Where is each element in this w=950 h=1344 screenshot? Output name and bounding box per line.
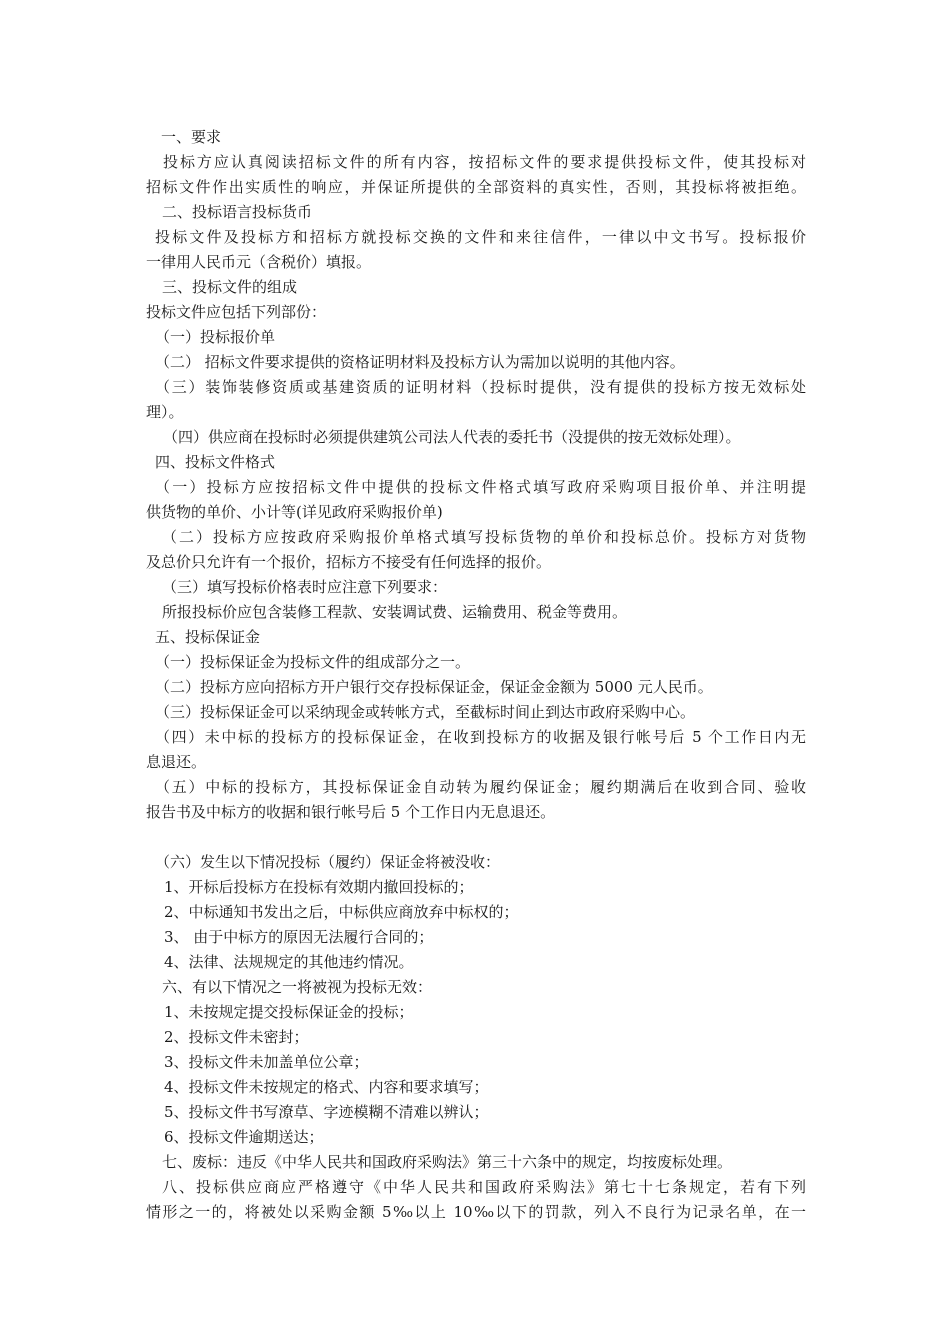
list-item: 4、法律、法规规定的其他违约情况。	[164, 953, 414, 971]
list-item: （一）投标报价单	[155, 328, 276, 346]
paragraph-line: 招标文件作出实质性的响应，并保证所提供的全部资料的真实性，否则，其投标将被拒绝。	[146, 178, 806, 196]
list-item: （三）装饰装修资质或基建资质的证明材料（投标时提供，没有提供的投标方按无效标处	[155, 378, 806, 396]
list-item: 6、投标文件逾期送达；	[164, 1128, 324, 1146]
list-item: （二） 招标文件要求提供的资格证明材料及投标方认为需加以说明的其他内容。	[155, 353, 685, 371]
list-item: （二）投标方应按政府采购报价单格式填写投标货物的单价和投标总价。投标方对货物	[162, 528, 806, 546]
list-item: （二）投标方应向招标方开户银行交存投标保证金，保证金金额为 5000 元人民币。	[155, 678, 713, 696]
heading-format: 四、投标文件格式	[155, 453, 276, 471]
paragraph-line: 情形之一的，将被处以采购金额 5‰以上 10‰以下的罚款，列入不良行为记录名单，在一	[146, 1203, 806, 1221]
heading-void-bid: 七、废标：违反《中华人民共和国政府采购法》第三十六条中的规定，均按废标处理。	[162, 1153, 733, 1171]
heading-language-currency: 二、投标语言投标货币	[162, 203, 313, 221]
list-item: 4、投标文件未按规定的格式、内容和要求填写；	[164, 1078, 489, 1096]
list-item-continued: 理）。	[146, 403, 184, 421]
paragraph-line: 八、投标供应商应严格遵守《中华人民共和国政府采购法》第七十七条规定，若有下列	[162, 1178, 806, 1196]
paragraph-line: 所报投标价应包含装修工程款、安装调试费、运输费用、税金等费用。	[162, 603, 628, 621]
list-item: 2、中标通知书发出之后，中标供应商放弃中标权的；	[164, 903, 519, 921]
list-item: 3、投标文件未加盖单位公章；	[164, 1053, 369, 1071]
list-item: （四）未中标的投标方的投标保证金，在收到投标方的收据及银行帐号后 5 个工作日内无	[155, 728, 806, 746]
list-item: 5、投标文件书写潦草、字迹模糊不清难以辨认；	[164, 1103, 489, 1121]
list-item: （五）中标的投标方，其投标保证金自动转为履约保证金；履约期满后在收到合同、验收	[155, 778, 806, 796]
heading-deposit: 五、投标保证金	[155, 628, 261, 646]
list-item: （四）供应商在投标时必须提供建筑公司法人代表的委托书（没提供的按无效标处理）。	[163, 428, 741, 446]
heading-invalid-bids: 六、有以下情况之一将被视为投标无效：	[162, 978, 433, 996]
list-item: （三）投标保证金可以采纳现金或转帐方式，至截标时间止到达市政府采购中心。	[155, 703, 696, 721]
list-item: 3、 由于中标方的原因无法履行合同的；	[164, 928, 434, 946]
heading-composition: 三、投标文件的组成	[162, 278, 298, 296]
list-item: 2、投标文件未密封；	[164, 1028, 309, 1046]
list-item-continued: 报告书及中标方的收据和银行帐号后 5 个工作日内无息退还。	[146, 803, 556, 821]
paragraph-line: 投标方应认真阅读招标文件的所有内容，按招标文件的要求提供投标文件，使其投标对	[146, 153, 806, 171]
list-item: （六）发生以下情况投标（履约）保证金将被没收：	[155, 853, 501, 871]
paragraph-line: 投标文件应包括下列部份：	[146, 303, 327, 321]
list-item: 1、未按规定提交投标保证金的投标；	[164, 1003, 414, 1021]
paragraph-line: 一律用人民币元（含税价）填报。	[146, 253, 372, 271]
heading-requirements: 一、要求	[146, 128, 222, 146]
list-item: （三）填写投标价格表时应注意下列要求：	[162, 578, 448, 596]
paragraph-line: 投标文件及投标方和招标方就投标交换的文件和来往信件，一律以中文书写。投标报价	[155, 228, 806, 246]
list-item: （一）投标保证金为投标文件的组成部分之一。	[155, 653, 471, 671]
list-item: （一）投标方应按招标文件中提供的投标文件格式填写政府采购项目报价单、并注明提	[155, 478, 806, 496]
list-item: 1、开标后投标方在投标有效期内撤回投标的；	[164, 878, 474, 896]
list-item-continued: 及总价只允许有一个报价，招标方不接受有任何选择的报价。	[146, 553, 552, 571]
list-item-continued: 息退还。	[146, 753, 207, 771]
list-item-continued: 供货物的单价、小计等(详见政府采购报价单)	[146, 503, 443, 521]
